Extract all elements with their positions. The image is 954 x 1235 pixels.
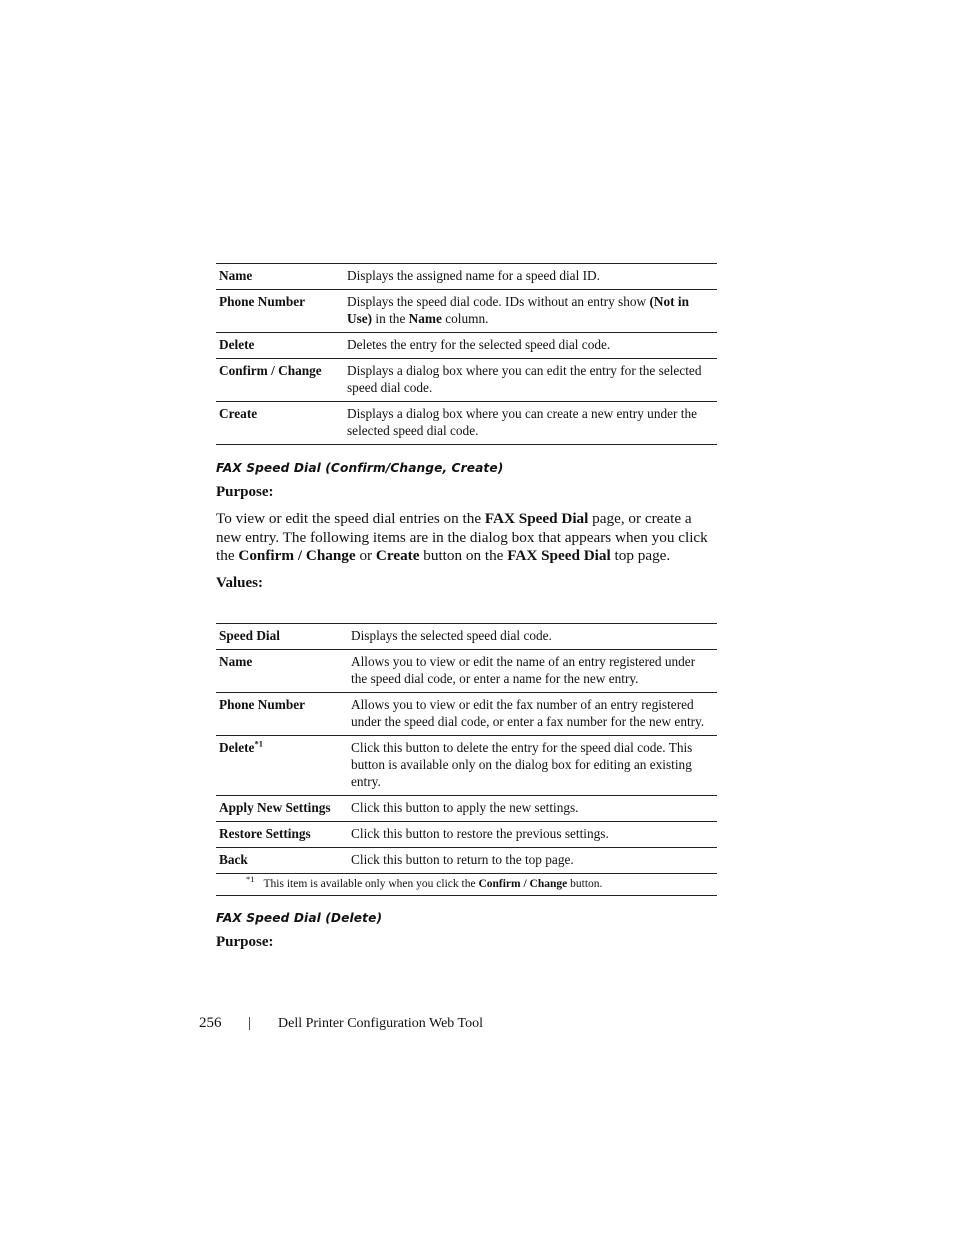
table-row — [216, 290, 717, 333]
table-footnote — [216, 873, 717, 895]
term-cell — [216, 735, 347, 795]
footer-title: Dell Printer Configuration Web Tool — [278, 1016, 484, 1031]
page-number: 256 — [199, 1015, 222, 1031]
values-label: Values: — [216, 574, 263, 591]
description-cell: Displays the selected speed dial code. — [347, 623, 717, 649]
footnote-marker: *1 — [246, 873, 255, 884]
description-cell: Click this button to restore the previous settings. — [347, 821, 717, 847]
term-label: Create — [219, 406, 258, 421]
term-label: Apply New Settings — [219, 799, 331, 815]
term-label: Speed Dial — [219, 627, 280, 643]
term-label: Delete — [219, 337, 255, 352]
footer-separator: | — [248, 1015, 252, 1031]
term-cell — [216, 847, 347, 873]
description-cell: Allows you to view or edit the name of an entry registered under the speed dial code, or enter a name for the new entry. — [347, 649, 717, 692]
term-cell — [216, 359, 343, 402]
table-dialog-items — [216, 623, 717, 896]
term-cell — [216, 402, 343, 445]
description-cell: Displays a dialog box where you can edit the entry for the selected speed dial code. — [343, 359, 717, 402]
table-row — [216, 264, 717, 290]
term-label: Confirm / Change — [219, 363, 322, 378]
description-cell: Click this button to delete the entry for the speed dial code. This button is available only on the dialog box for editing an existing entry. — [347, 735, 717, 795]
description-cell: Allows you to view or edit the fax number of an entry registered under the speed dial code, or enter a fax number for the new entry. — [347, 692, 717, 735]
description-cell: Click this button to return to the top page. — [347, 847, 717, 873]
term-cell — [216, 333, 343, 359]
table-row — [216, 402, 717, 445]
term-cell — [216, 821, 347, 847]
description-cell: Click this button to apply the new settings. — [347, 795, 717, 821]
footnote-marker: *1 — [254, 738, 263, 749]
table-row — [216, 333, 717, 359]
purpose-paragraph: To view or edit the speed dial entries on the FAX Speed Dial page, or create a new entry. The following items are in the dialog box that appears when you click the Confirm / Change or Create button on the FAX Speed Dial top page. — [216, 510, 708, 564]
term-cell — [216, 692, 347, 735]
purpose-label: Purpose: — [216, 484, 274, 500]
term-cell — [216, 649, 347, 692]
term-label: Phone Number — [219, 294, 306, 309]
table-row — [216, 847, 717, 873]
term-label: Name — [219, 653, 253, 669]
term-label: Restore Settings — [219, 825, 311, 841]
term-cell — [216, 264, 343, 290]
section-heading-confirm-change-create: FAX Speed Dial (Confirm/Change, Create) — [216, 461, 504, 475]
purpose-label-2: Purpose: — [216, 933, 274, 950]
term-cell — [216, 795, 347, 821]
table-row — [216, 649, 717, 692]
table-row — [216, 623, 717, 649]
term-label: Phone Number — [219, 696, 306, 712]
page-content — [216, 263, 717, 951]
term-label: Name — [219, 268, 253, 283]
footnote-text: This item is available only when you click the Confirm / Change button. — [263, 877, 603, 890]
description-cell: Deletes the entry for the selected speed dial code. — [343, 333, 717, 359]
description-cell: Displays the speed dial code. IDs without an entry show (Not in Use) in the Name column. — [343, 290, 717, 333]
section-heading-delete: FAX Speed Dial (Delete) — [216, 910, 383, 925]
term-cell — [216, 290, 343, 333]
page-footer — [199, 1015, 484, 1032]
table-page-items — [216, 263, 717, 445]
term-label: Delete — [219, 739, 255, 755]
table-row — [216, 692, 717, 735]
term-cell — [216, 623, 347, 649]
table-row — [216, 735, 717, 795]
table-row — [216, 821, 717, 847]
term-label: Back — [219, 851, 248, 867]
table-footnote-row — [216, 873, 717, 895]
table-row — [216, 795, 717, 821]
description-cell: Displays a dialog box where you can create a new entry under the selected speed dial code. — [347, 406, 698, 438]
table-row — [216, 359, 717, 402]
description-cell: Displays the assigned name for a speed dial ID. — [343, 264, 717, 290]
